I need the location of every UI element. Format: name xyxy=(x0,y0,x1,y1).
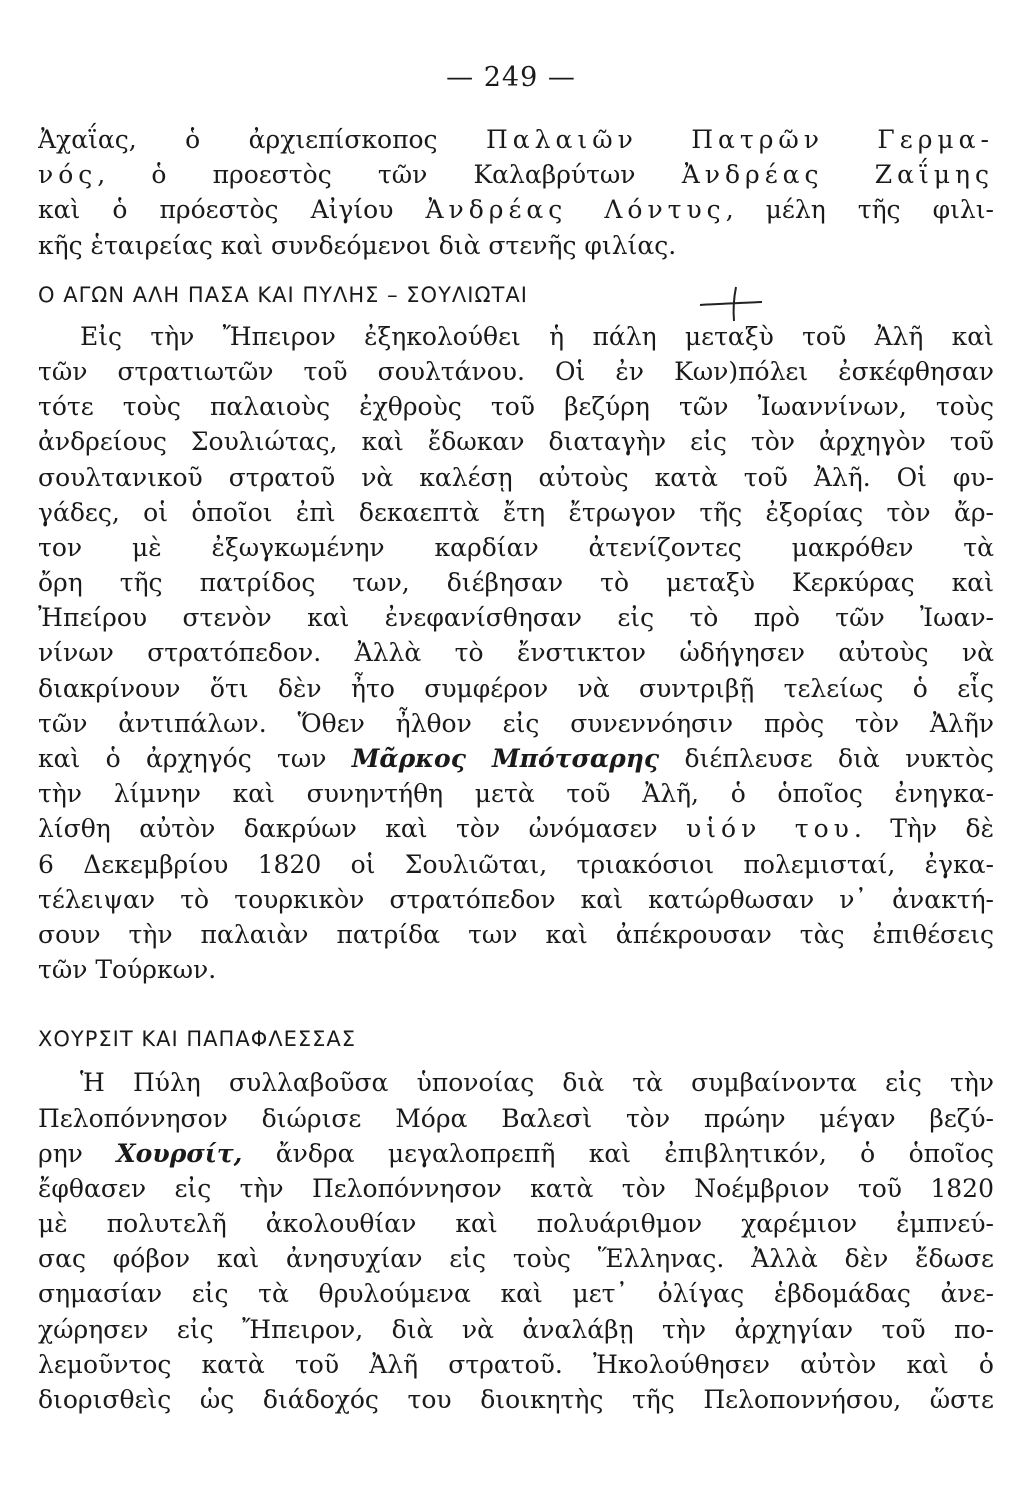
text-line: σημασίαν εἰς τὰ θρυλούμενα καὶ μετ᾽ ὀλίγας ἑβδομάδας ἀνε- xyxy=(38,1279,994,1309)
text-line: τότε τοὺς παλαιοὺς ἐχθροὺς τοῦ βεζύρη τῶν Ἰωαννίνων, τοὺς xyxy=(38,392,994,422)
text-line: τὴν λίμνην καὶ συνηντήθη μετὰ τοῦ Ἀλῆ, ὁ ὁποῖος ἐνηγκα- xyxy=(38,779,994,809)
text-line xyxy=(38,157,994,192)
spaced-name: Παλαιῶν Πατρῶν Γερμα- xyxy=(485,125,994,154)
text-run: , μέλη τῆς φιλι- xyxy=(725,195,994,225)
text-line: τέλειψαν τὸ τουρκικὸν στρατόπεδον καὶ κατώρθωσαν ν᾽ ἀνακτή- xyxy=(38,884,994,914)
text-line: μὲ πολυτελῆ ἀκολουθίαν καὶ πολυάριθμον χαρέμιον ἐμπνεύ- xyxy=(38,1209,994,1239)
text-line xyxy=(38,741,994,776)
text-run: ἄνδρα μεγαλοπρεπῆ καὶ ἐπιβλητικόν, ὁ ὁποῖος xyxy=(242,1138,994,1168)
page-body xyxy=(38,122,994,1417)
text-line: λεμοῦντος κατὰ τοῦ Ἀλῆ στρατοῦ. Ἠκολούθησεν αὐτὸν καὶ ὁ xyxy=(38,1349,994,1379)
page-number: — 249 — xyxy=(446,62,576,93)
text-run: Ἀχαΐας, ὁ ἀρχιεπίσκοπος xyxy=(38,125,486,154)
text-line xyxy=(38,1136,994,1171)
spaced-name: Ἀνδρέας Λόντυς xyxy=(425,195,726,225)
spaced-name: Ἀνδρέας Ζαΐμης xyxy=(681,160,994,190)
text-line: Εἰς τὴν Ἤπειρον ἐξηκολούθει ἡ πάλη μεταξὺ τοῦ Ἀλῆ καὶ xyxy=(80,321,994,351)
text-line: τῶν ἀντιπάλων. Ὅθεν ἦλθον εἰς συνεννόησιν πρὸς τὸν Ἀλῆν xyxy=(38,708,994,738)
text-line: 6 Δεκεμβρίου 1820 οἱ Σουλιῶται, τριακόσιοι πολεμισταί, ἐγκα- xyxy=(38,849,994,879)
section-heading-ali-pasha: Ο ΑΓΩΝ ΑΛΗ ΠΑΣΑ ΚΑΙ ΠΥΛΗΣ – ΣΟΥΛΙΩΤΑΙ xyxy=(38,282,528,307)
text-line: ἔφθασεν εἰς τὴν Πελοπόννησον κατὰ τὸν Νοέμβριον τοῦ 1820 xyxy=(38,1173,994,1203)
text-line: νίνων στρατόπεδον. Ἀλλὰ τὸ ἔνστικτον ὡδήγησεν αὐτοὺς νὰ xyxy=(38,638,994,668)
text-line: τῶν στρατιωτῶν τοῦ σουλτάνου. Οἱ ἐν Κων)πόλει ἐσκέφθησαν xyxy=(38,356,994,386)
text-line: σουλτανικοῦ στρατοῦ νὰ καλέσῃ αὐτοὺς κατὰ τοῦ Ἀλῆ. Οἱ φυ- xyxy=(38,462,994,492)
text-run: , ὁ προεστὸς τῶν Καλαβρύτων xyxy=(97,160,682,190)
text-line: Ἡ Πύλη συλλαβοῦσα ὑπονοίας διὰ τὰ συμβαίνοντα εἰς τὴν xyxy=(80,1068,994,1098)
spacer xyxy=(38,987,994,1007)
spaced-word: υἱόν του xyxy=(686,814,854,844)
text-line: τον μὲ ἐξωγκωμένην καρδίαν ἀτενίζοντες μακρόθεν τὰ xyxy=(38,532,994,562)
text-run: λίσθη αὐτὸν δακρύων καὶ τὸν ὠνόμασεν xyxy=(38,814,687,844)
spaced-name: νός xyxy=(38,160,98,190)
text-line: ὄρη τῆς πατρίδος των, διέβησαν τὸ μεταξὺ Κερκύρας καὶ xyxy=(38,568,994,598)
text-run: διέπλευσε διὰ νυκτὸς xyxy=(659,744,994,773)
text-line: Ἠπείρου στενὸν καὶ ἐνεφανίσθησαν εἰς τὸ πρὸ τῶν Ἰωαν- xyxy=(38,603,994,633)
text-line: σας φόβον καὶ ἀνησυχίαν εἰς τοὺς Ἕλληνας. Ἀλλὰ δὲν ἔδωσε xyxy=(38,1244,994,1274)
paragraph-2 xyxy=(38,319,994,988)
text-line: σουν τὴν παλαιὰν πατρίδα των καὶ ἀπέκρουσαν τὰς ἐπιθέσεις xyxy=(38,919,994,949)
text-line: γάδες, οἱ ὁποῖοι ἐπὶ δεκαεπτὰ ἔτη ἔτρωγον τῆς ἐξορίας τὸν ἄρ- xyxy=(38,497,994,527)
text-run: ρην xyxy=(38,1138,117,1168)
text-line xyxy=(38,811,994,846)
text-line: ἀνδρείους Σουλιώτας, καὶ ἔδωκαν διαταγὴν εἰς τὸν ἀρχηγὸν τοῦ xyxy=(38,427,994,457)
text-run: καὶ ὁ ἀρχηγός των xyxy=(38,744,352,773)
text-line: χώρησεν εἰς Ἤπειρον, διὰ νὰ ἀναλάβῃ τὴν ἀρχηγίαν τοῦ πο- xyxy=(38,1314,994,1344)
paragraph-3 xyxy=(38,1065,994,1417)
text-line: διορισθεὶς ὡς διάδοχός του διοικητὴς τῆς Πελοποννήσου, ὥστε xyxy=(38,1385,994,1414)
text-line xyxy=(38,122,994,157)
text-line: κῆς ἑταιρείας καὶ συνδεόμενοι διὰ στενῆς φιλίας. xyxy=(38,230,677,260)
section-heading-hursit: ΧΟΥΡΣΙΤ ΚΑΙ ΠΑΠΑΦΛΕΣΣΑΣ xyxy=(38,1027,357,1052)
text-line: Πελοπόννησον διώρισε Μόρα Βαλεσὶ τὸν πρώην μέγαν βεζύ- xyxy=(38,1103,994,1133)
bold-name: Μᾶρκος Μπότσαρης xyxy=(351,744,660,773)
text-run: . Τὴν δὲ xyxy=(853,814,994,844)
text-line: τῶν Τούρκων. xyxy=(38,955,217,985)
paragraph-1 xyxy=(38,122,994,263)
text-line: διακρίνουν ὅτι δὲν ἦτο συμφέρον νὰ συντριβῇ τελείως ὁ εἷς xyxy=(38,673,994,703)
text-run: καὶ ὁ πρόεστὸς Αἰγίου xyxy=(38,195,426,225)
text-line xyxy=(38,192,994,227)
bold-name: Χουρσίτ, xyxy=(116,1138,243,1168)
